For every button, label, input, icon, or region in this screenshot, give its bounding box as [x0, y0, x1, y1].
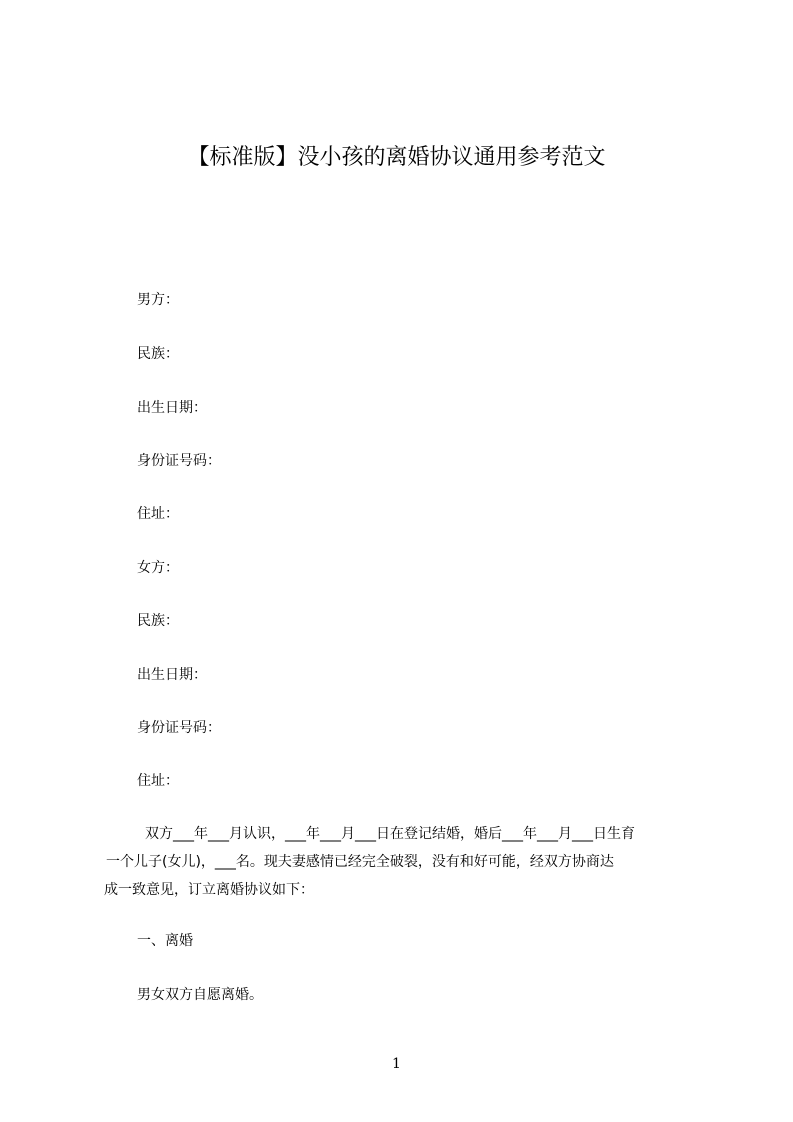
- page-number: 1: [392, 1056, 401, 1072]
- intro-line: 双方___年___月认识，___年___月___日在登记结婚，婚后___年___月___日生育: [145, 826, 635, 842]
- field-male-ethnicity: 民族：: [137, 346, 179, 362]
- field-female-ethnicity: 民族：: [137, 613, 179, 629]
- intro-line: 成一致意见，订立离婚协议如下：: [104, 882, 314, 898]
- field-female-address: 住址：: [137, 773, 179, 789]
- document-title: 【标准版】没小孩的离婚协议通用参考范文: [187, 145, 606, 170]
- field-male-party: 男方：: [137, 292, 179, 308]
- section-heading: 一、离婚: [137, 933, 193, 949]
- field-male-birthdate: 出生日期：: [137, 400, 207, 416]
- field-female-id-number: 身份证号码：: [137, 720, 221, 736]
- section-text: 男女双方自愿离婚。: [137, 987, 263, 1003]
- field-female-party: 女方：: [137, 560, 179, 576]
- intro-line: 一个儿子(女儿)，___名。现夫妻感情已经完全破裂，没有和好可能，经双方协商达: [106, 854, 614, 870]
- field-male-id-number: 身份证号码：: [137, 453, 221, 469]
- field-male-address: 住址：: [137, 506, 179, 522]
- field-female-birthdate: 出生日期：: [137, 667, 207, 683]
